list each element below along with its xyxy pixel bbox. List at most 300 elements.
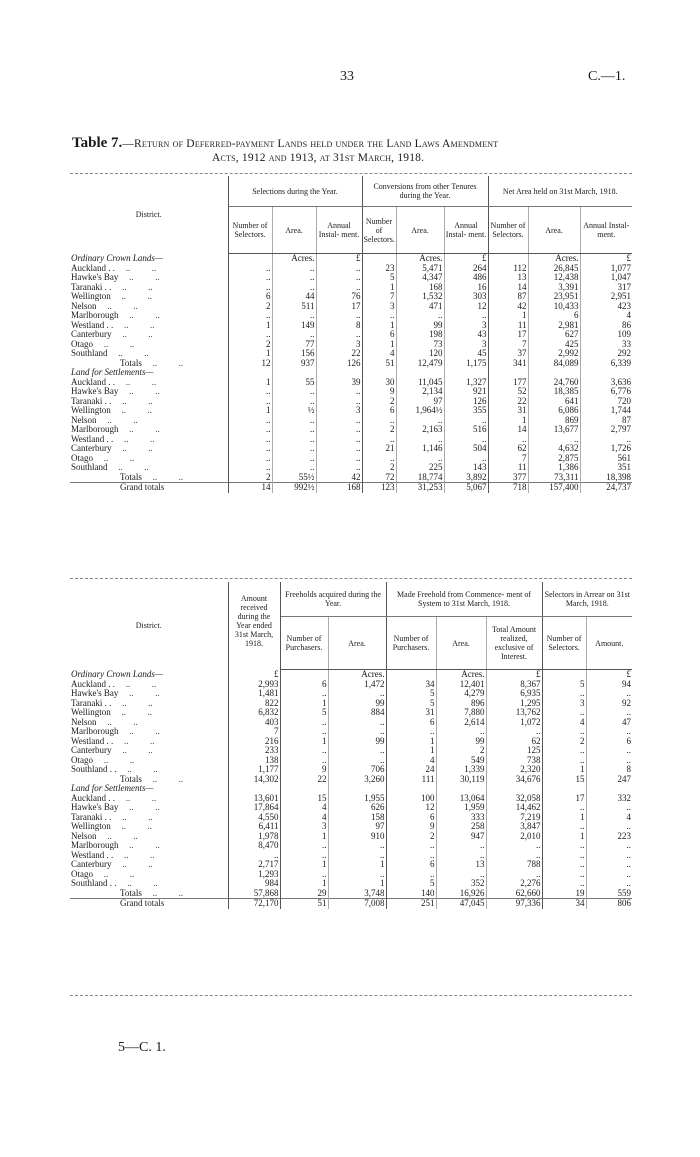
leader-dots: ..	[151, 377, 157, 387]
cell-value: 7,008	[364, 898, 385, 908]
district-cell	[70, 680, 228, 690]
cell-value: 4	[322, 812, 327, 822]
value-cell	[228, 718, 280, 728]
value-cell	[580, 454, 632, 464]
col-header-instalment: Annual Instal- ment.	[580, 207, 632, 254]
value-cell	[386, 737, 436, 747]
district-cell	[70, 406, 228, 416]
value-cell	[488, 302, 528, 312]
district-name: Wellington	[71, 822, 111, 831]
cell-value: 2,163	[422, 425, 443, 434]
value-cell	[396, 444, 444, 454]
district-cell	[70, 851, 228, 861]
cell-value: ..	[390, 415, 395, 425]
cell-value: 425	[565, 339, 579, 349]
cell-value: 2,717	[258, 860, 279, 869]
leader-dots: ..	[155, 425, 160, 434]
value-cell	[444, 330, 488, 340]
value-cell	[280, 680, 328, 690]
value-cell	[528, 264, 580, 274]
cell-value: 2	[580, 736, 585, 746]
value-cell	[328, 841, 386, 851]
cell-value: 72,170	[253, 898, 279, 908]
cell-value: 6	[322, 679, 327, 689]
value-cell	[316, 435, 362, 445]
value-cell	[444, 283, 488, 293]
cell-value: ..	[380, 841, 385, 850]
unit-label: £	[316, 254, 362, 264]
cell-value: 18,385	[553, 387, 579, 396]
cell-value: 1	[390, 339, 395, 349]
value-cell	[386, 680, 436, 690]
value-cell	[488, 378, 528, 388]
cell-value: 126	[473, 396, 487, 406]
table-row	[70, 349, 632, 359]
cell-value: 264	[473, 263, 487, 273]
leader-dots: ..	[144, 463, 149, 472]
value-cell	[586, 889, 632, 899]
value-cell	[528, 359, 580, 369]
cell-value: 251	[421, 898, 435, 908]
district-name: Canterbury	[71, 860, 112, 869]
cell-value: 561	[617, 453, 631, 463]
cell-value: 1	[390, 320, 395, 330]
cell-value: 9	[322, 765, 327, 774]
value-cell	[586, 784, 632, 794]
cell-value: 18,398	[606, 472, 631, 482]
cell-value: 1	[580, 812, 585, 822]
cell-value: 34,676	[515, 774, 541, 784]
value-cell	[272, 444, 316, 454]
district-name: Otago	[71, 453, 93, 463]
table-row	[70, 851, 632, 861]
value-cell	[328, 879, 386, 889]
cell-value: ..	[574, 434, 579, 444]
cell-value: 26,845	[553, 263, 579, 273]
cell-value: 8	[626, 765, 632, 774]
cell-value: 14,462	[515, 803, 541, 812]
value-cell	[272, 349, 316, 359]
value-cell	[542, 708, 586, 718]
value-cell	[396, 416, 444, 426]
value-cell	[436, 680, 486, 690]
value-cell	[444, 292, 488, 302]
value-cell	[386, 727, 436, 737]
cell-value: ..	[580, 727, 585, 736]
table-row	[70, 756, 632, 766]
leader-dots: ..	[151, 793, 157, 803]
district-name: Taranaki . .	[71, 396, 112, 406]
value-cell	[586, 737, 632, 747]
value-cell	[396, 292, 444, 302]
value-cell	[580, 378, 632, 388]
section-heading: Ordinary Crown Lands—	[70, 254, 228, 264]
table-row	[70, 813, 632, 823]
district-name: Hawke's Bay	[71, 273, 119, 282]
district-name: Westland . .	[71, 320, 114, 330]
value-cell	[228, 406, 272, 416]
value-cell	[528, 406, 580, 416]
cell-value: ..	[580, 803, 585, 812]
table-row	[70, 283, 632, 293]
value-cell	[586, 689, 632, 699]
value-cell	[580, 349, 632, 359]
value-cell	[316, 283, 362, 293]
cell-value: 198	[429, 330, 443, 339]
district-name: Wellington	[71, 292, 111, 301]
district-header: District.	[70, 582, 228, 670]
cell-value: 718	[513, 482, 527, 492]
cell-value: 504	[473, 444, 487, 453]
cell-value: 42	[351, 472, 361, 482]
leader-dots: ..	[155, 273, 160, 282]
table-title	[72, 136, 652, 165]
cell-value: 12,438	[553, 273, 579, 282]
leader-dots: ..	[178, 358, 184, 368]
cell-value: 125	[527, 746, 541, 755]
leader-dots: ..	[144, 349, 149, 358]
district-cell	[70, 860, 228, 870]
cell-value: ..	[266, 415, 271, 425]
value-cell	[486, 851, 542, 861]
cell-value: 62	[531, 736, 541, 746]
value-cell	[328, 718, 386, 728]
value-cell	[542, 860, 586, 870]
cell-value: 15	[575, 774, 585, 784]
district-name: Auckland . .	[71, 377, 115, 387]
cell-value: 24,737	[606, 482, 631, 492]
value-cell	[444, 463, 488, 473]
district-name: Southland	[71, 349, 108, 358]
col-header-total-amount: Total Amount realized, exclusive of Interest.	[486, 617, 542, 670]
district-cell	[70, 425, 228, 435]
cell-value: 39	[351, 377, 361, 387]
value-cell	[586, 841, 632, 851]
value-cell	[586, 813, 632, 823]
district-name: Westland . .	[71, 736, 114, 746]
value-cell	[228, 889, 280, 899]
value-cell	[396, 340, 444, 350]
value-cell	[488, 463, 528, 473]
leader-dots: ..	[155, 841, 160, 850]
value-cell	[444, 435, 488, 445]
value-cell	[362, 264, 396, 274]
value-cell	[486, 708, 542, 718]
value-cell	[280, 860, 328, 870]
value-cell	[228, 340, 272, 350]
cell-value: 111	[421, 774, 435, 784]
value-cell	[228, 765, 280, 775]
value-cell	[362, 330, 396, 340]
cell-value: ..	[356, 387, 361, 396]
value-cell	[444, 387, 488, 397]
value-cell	[436, 718, 486, 728]
value-cell	[542, 699, 586, 709]
cell-value: 1	[266, 349, 271, 358]
value-cell	[280, 879, 328, 889]
value-cell	[228, 378, 272, 388]
cell-value: 1	[322, 860, 327, 869]
district-cell	[70, 737, 228, 747]
cell-value: 869	[565, 415, 579, 425]
value-cell	[486, 680, 542, 690]
value-cell	[316, 444, 362, 454]
value-cell	[362, 273, 396, 283]
cell-value: 233	[265, 746, 279, 755]
value-cell	[444, 406, 488, 416]
value-cell	[436, 813, 486, 823]
value-cell	[436, 765, 486, 775]
leader-dots: ..	[150, 850, 155, 860]
cell-value: ..	[626, 841, 632, 850]
cell-value: 6,411	[258, 822, 279, 831]
cell-value: ..	[626, 879, 632, 888]
total-label: Totals	[120, 774, 142, 784]
value-cell	[386, 670, 436, 680]
value-cell	[444, 368, 488, 378]
value-cell	[488, 397, 528, 407]
cell-value: 1,964½	[415, 406, 443, 415]
cell-value: 97	[375, 822, 385, 831]
leader-dots: ..	[122, 860, 127, 869]
leader-dots: ..	[148, 330, 153, 339]
leader-dots: ..	[147, 406, 153, 415]
value-cell	[316, 330, 362, 340]
col-header-purchasers: Number of Purchasers.	[386, 617, 436, 670]
value-cell	[486, 727, 542, 737]
cell-value: 1	[522, 415, 527, 425]
table-row	[70, 378, 632, 388]
cell-value: 23,951	[553, 292, 579, 301]
value-cell	[328, 699, 386, 709]
district-name: Auckland . .	[71, 793, 115, 803]
leader-dots: ..	[118, 463, 123, 472]
value-cell	[272, 397, 316, 407]
cell-value: ..	[266, 387, 271, 396]
value-cell	[328, 851, 386, 861]
district-cell	[70, 416, 228, 426]
cell-value: 3,847	[520, 822, 541, 831]
value-cell	[328, 765, 386, 775]
value-cell	[386, 794, 436, 804]
cell-value: 31	[517, 406, 527, 415]
value-cell	[486, 803, 542, 813]
freeholds-header: Freeholds acquired during the Year.	[280, 582, 386, 617]
table-row	[70, 727, 632, 737]
leader-dots: ..	[150, 320, 155, 330]
cell-value: ..	[322, 727, 327, 736]
table-row	[70, 340, 632, 350]
value-cell	[328, 813, 386, 823]
cell-value: 4	[580, 717, 585, 727]
value-cell	[528, 425, 580, 435]
value-cell	[580, 321, 632, 331]
value-cell	[228, 794, 280, 804]
leader-dots: ..	[103, 339, 109, 349]
value-cell	[386, 775, 436, 785]
value-cell	[328, 737, 386, 747]
value-cell	[272, 416, 316, 426]
value-cell	[280, 803, 328, 813]
cell-value: ..	[266, 463, 271, 472]
value-cell	[362, 302, 396, 312]
value-cell	[386, 860, 436, 870]
cell-value: 377	[513, 472, 527, 482]
value-cell	[528, 292, 580, 302]
value-cell	[228, 273, 272, 283]
cell-value: 2	[390, 463, 395, 472]
cell-value: 355	[473, 406, 487, 415]
value-cell	[444, 473, 488, 483]
cell-value: 7	[522, 453, 527, 463]
value-cell	[362, 397, 396, 407]
leader-dots: ..	[121, 708, 127, 717]
cell-value: 24	[425, 765, 435, 774]
value-cell	[316, 483, 362, 493]
value-cell	[272, 406, 316, 416]
cell-value: 2,951	[610, 292, 631, 301]
section-heading: Ordinary Crown Lands—	[70, 670, 228, 680]
value-cell	[528, 283, 580, 293]
total-label: Totals	[120, 358, 142, 368]
value-cell	[316, 387, 362, 397]
cell-value: 100	[421, 793, 435, 803]
value-cell	[542, 670, 586, 680]
cell-value: 23	[385, 263, 395, 273]
district-name: Nelson	[71, 415, 97, 425]
table-row	[70, 330, 632, 340]
value-cell	[362, 463, 396, 473]
value-cell	[280, 737, 328, 747]
value-cell	[228, 311, 272, 321]
cell-value: 992½	[294, 482, 315, 492]
district-cell	[70, 330, 228, 340]
table-row	[70, 311, 632, 321]
value-cell	[228, 292, 272, 302]
value-cell	[228, 841, 280, 851]
value-cell	[328, 832, 386, 842]
district-cell	[70, 463, 228, 473]
cell-value: 30	[385, 377, 395, 387]
value-cell	[528, 321, 580, 331]
value-cell	[436, 746, 486, 756]
cell-value: 12	[477, 301, 487, 311]
value-cell	[528, 349, 580, 359]
value-cell	[486, 765, 542, 775]
cell-value: ..	[356, 463, 361, 472]
cell-value: 225	[429, 463, 443, 472]
value-cell	[316, 406, 362, 416]
cell-value: 73	[433, 339, 443, 349]
value-cell	[280, 765, 328, 775]
cell-value: ..	[356, 396, 361, 406]
value-cell	[436, 689, 486, 699]
totals-row	[70, 889, 632, 899]
value-cell	[580, 406, 632, 416]
leader-dots: ..	[133, 717, 138, 727]
cell-value: 13	[475, 860, 485, 869]
value-cell	[542, 775, 586, 785]
district-name: Westland . .	[71, 850, 114, 860]
value-cell	[328, 860, 386, 870]
cell-value: ..	[580, 841, 585, 850]
value-cell	[316, 349, 362, 359]
leader-dots: ..	[103, 755, 109, 765]
cell-value: 14,302	[253, 774, 279, 784]
value-cell	[488, 273, 528, 283]
district-name: Otago	[71, 755, 93, 765]
leader-dots: ..	[121, 822, 127, 831]
cell-value: ..	[356, 311, 361, 320]
cell-value: 984	[265, 879, 279, 888]
cell-value: 4	[390, 349, 395, 358]
district-cell	[70, 689, 228, 699]
cell-value: 123	[381, 482, 395, 492]
cell-value: 2	[266, 301, 271, 311]
cell-value: 258	[471, 822, 485, 831]
cell-value: 87	[517, 292, 527, 301]
cell-value: 109	[617, 330, 631, 339]
value-cell	[542, 718, 586, 728]
value-cell	[228, 416, 272, 426]
cell-value: 13,677	[553, 425, 579, 434]
value-cell	[436, 841, 486, 851]
cell-value: 5	[430, 689, 435, 698]
district-cell	[70, 483, 228, 493]
unit-label: Acres.	[328, 670, 386, 680]
cell-value: 1	[322, 879, 327, 888]
value-cell	[586, 879, 632, 889]
cell-value: ..	[322, 746, 327, 755]
value-cell	[580, 425, 632, 435]
value-cell	[486, 794, 542, 804]
cell-value: 788	[527, 860, 541, 869]
leader-dots: ..	[178, 774, 184, 784]
value-cell	[386, 699, 436, 709]
value-cell	[528, 387, 580, 397]
cell-value: 2,276	[520, 879, 541, 888]
table-row	[70, 397, 632, 407]
cell-value: 6	[390, 330, 395, 339]
cell-value: 1,744	[610, 406, 631, 415]
title-line-1: —Return of Deferred-payment Lands held under the Land Laws Amendment	[122, 138, 499, 150]
table-row	[70, 387, 632, 397]
leader-dots: ..	[107, 415, 112, 425]
cell-value: ½	[307, 406, 315, 415]
value-cell	[280, 889, 328, 899]
cell-value: 6	[266, 292, 271, 301]
value-cell	[436, 803, 486, 813]
value-cell	[396, 321, 444, 331]
value-cell	[396, 483, 444, 493]
cell-value: 5	[580, 679, 585, 689]
cell-value: 57,868	[253, 888, 279, 898]
cell-value: 14	[261, 482, 271, 492]
value-cell	[488, 473, 528, 483]
value-cell	[528, 397, 580, 407]
cell-value: 158	[371, 812, 385, 822]
cell-value: 516	[473, 425, 487, 434]
cell-value: 168	[347, 482, 361, 492]
leader-dots: ..	[129, 453, 135, 463]
value-cell	[228, 359, 272, 369]
cell-value: ..	[626, 727, 632, 736]
value-cell	[316, 321, 362, 331]
cell-value: ..	[310, 273, 315, 282]
cell-value: ..	[380, 727, 385, 736]
cell-value: 1	[580, 765, 585, 774]
cell-value: 3,260	[364, 774, 385, 784]
